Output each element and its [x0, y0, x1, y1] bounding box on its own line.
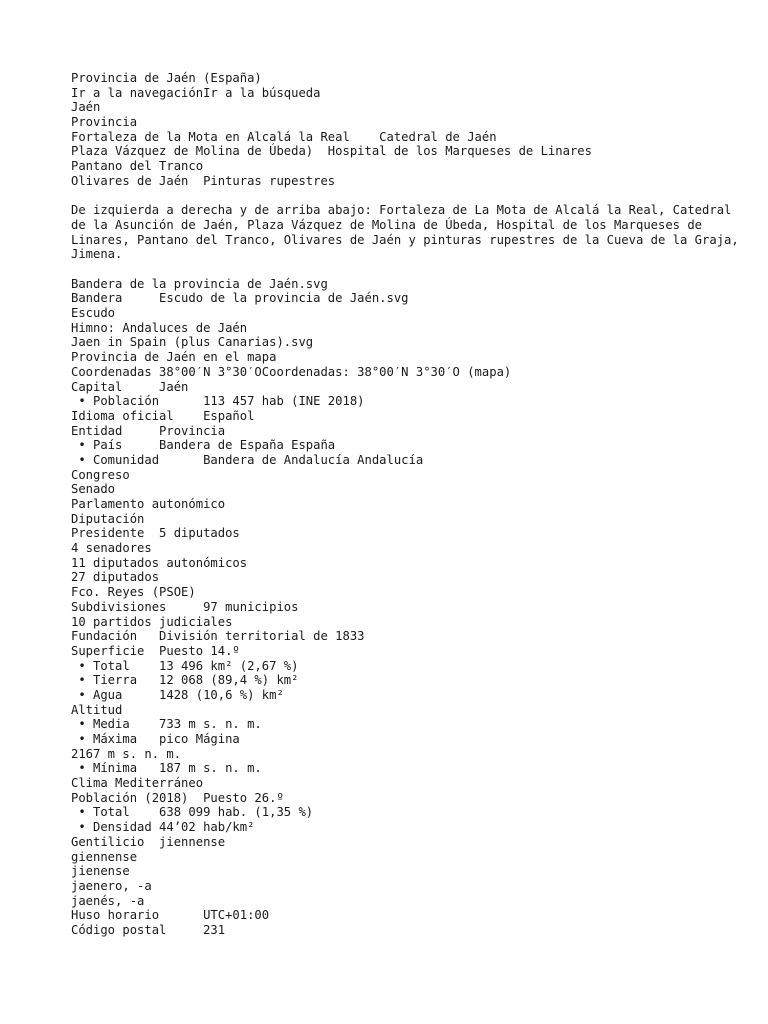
text-line: Capital Jaén	[71, 379, 189, 394]
text-line: Provincia	[71, 115, 138, 130]
text-line: Población (2018) Puesto 26.º	[71, 790, 284, 805]
blank-line	[71, 189, 751, 204]
text-line: 4 senadores	[71, 541, 152, 556]
image-caption: De izquierda a derecha y de arriba abajo: Fortaleza de La Mota de Alcalá la Real, Catedral de la Asunción de Jaén, Plaza Vázquez de Molina de Úbeda, Hospital de los Marqueses de Linares, Pantano del Tranco, Olivares de Jaén y pinturas rupestres de la Cueva de la Graja, Jimena.	[71, 203, 739, 262]
text-line: Bandera Escudo de la provincia de Jaén.svg	[71, 291, 409, 306]
text-line: 27 diputados	[71, 570, 160, 585]
top-lines	[71, 71, 751, 189]
text-line: Parlamento autonómico	[71, 497, 226, 511]
text-line: Jaén	[71, 100, 101, 115]
text-line: • Comunidad Bandera de Andalucía Andalucía	[71, 452, 424, 467]
text-line: Fundación División territorial de 1833	[71, 629, 365, 644]
text-line: 10 partidos judiciales	[71, 614, 233, 629]
text-line: Plaza Vázquez de Molina de Úbeda) Hospital de los Marqueses de Linares	[71, 144, 592, 159]
text-line: Huso horario UTC+01:00	[71, 908, 270, 923]
text-line: Fortaleza de la Mota en Alcalá la Real Catedral de Jaén	[71, 129, 497, 144]
text-line: • Media 733 m s. n. m.	[71, 717, 262, 732]
text-line: giennense	[71, 849, 138, 864]
text-line: Senado	[71, 482, 116, 497]
text-line: • País Bandera de España España	[71, 438, 336, 453]
text-line: Bandera de la provincia de Jaén.svg	[71, 276, 328, 291]
blank-line	[71, 262, 751, 277]
text-line: Clima Mediterráneo	[71, 776, 204, 791]
text-line: • Densidad 44’02 hab/km²	[71, 820, 255, 835]
text-line: Subdivisiones 97 municipios	[71, 599, 299, 614]
text-line: Coordenadas 38°00′N 3°30′OCoordenadas: 38°00′N 3°30′O (mapa)	[71, 364, 512, 379]
text-line: • Tierra 12 068 (89,4 %) km²	[71, 673, 299, 688]
text-line: Diputación	[71, 511, 145, 526]
text-line: Presidente 5 diputados	[71, 526, 240, 541]
text-line: jaenero, -a	[71, 878, 152, 893]
text-line: Altitud	[71, 702, 123, 717]
text-line: Olivares de Jaén Pinturas rupestres	[71, 173, 336, 188]
text-line: • Población 113 457 hab (INE 2018)	[71, 394, 365, 409]
text-line: Provincia de Jaén en el mapa	[71, 350, 277, 365]
text-line: • Máxima pico Mágina	[71, 732, 240, 746]
text-line: Superficie Puesto 14.º	[71, 643, 240, 658]
text-line: • Total 638 099 hab. (1,35 %)	[71, 805, 314, 820]
infobox-lines	[71, 277, 751, 938]
text-line: Escudo	[71, 306, 116, 321]
text-line: jaenés, -a	[71, 893, 145, 908]
text-line: Código postal 231	[71, 922, 226, 937]
text-line: Jaen in Spain (plus Canarias).svg	[71, 335, 314, 350]
text-line: jienense	[71, 864, 130, 879]
text-line: Congreso	[71, 467, 130, 482]
text-line: Pantano del Tranco	[71, 159, 204, 174]
text-line: • Mínima 187 m s. n. m.	[71, 761, 262, 776]
text-line: Entidad Provincia	[71, 423, 226, 438]
text-line: Idioma oficial Español	[71, 408, 255, 423]
document-text	[71, 71, 751, 938]
text-line: Provincia de Jaén (España)	[71, 71, 262, 85]
text-line: 11 diputados autonómicos	[71, 555, 248, 570]
text-line: Ir a la navegaciónIr a la búsqueda	[71, 85, 321, 100]
text-line: Gentilicio jiennense	[71, 834, 226, 849]
text-line: 2167 m s. n. m.	[71, 746, 182, 761]
text-line: Fco. Reyes (PSOE)	[71, 585, 196, 600]
text-line: • Total 13 496 km² (2,67 %)	[71, 658, 299, 673]
text-line: • Agua 1428 (10,6 %) km²	[71, 687, 284, 702]
text-line: Himno: Andaluces de Jaén	[71, 320, 248, 335]
